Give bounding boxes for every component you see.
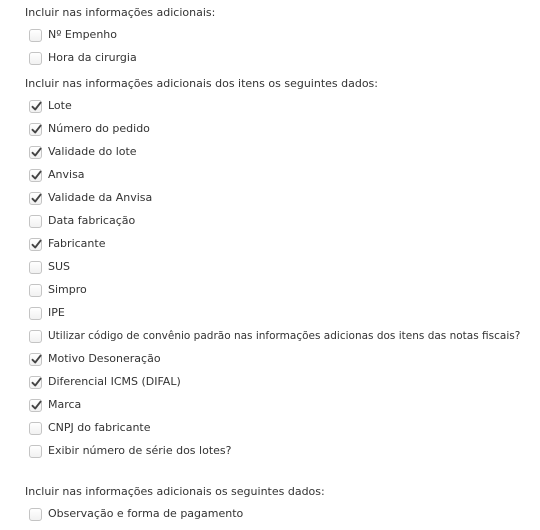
- checkbox-marca[interactable]: [29, 399, 42, 412]
- label-simpro: Simpro: [48, 283, 87, 296]
- label-cnpj-fabricante: CNPJ do fabricante: [48, 421, 151, 434]
- checkbox-lote[interactable]: [29, 100, 42, 113]
- option-lote[interactable]: [29, 98, 72, 114]
- label-ipe: IPE: [48, 306, 65, 319]
- section-title-dados: Incluir nas informações adicionais os seguintes dados:: [25, 485, 325, 498]
- checkbox-codigo-convenio[interactable]: [29, 330, 42, 343]
- label-motivo-desoneracao: Motivo Desoneração: [48, 352, 161, 365]
- option-motivo-desoneracao[interactable]: [29, 351, 161, 367]
- option-empenho[interactable]: [29, 27, 117, 43]
- option-fabricante[interactable]: [29, 236, 105, 252]
- checkmark-icon: [31, 193, 42, 204]
- section-title-itens: Incluir nas informações adicionais dos itens os seguintes dados:: [25, 77, 378, 90]
- checkmark-icon: [31, 239, 42, 250]
- label-fabricante: Fabricante: [48, 237, 106, 250]
- checkbox-motivo-desoneracao[interactable]: [29, 353, 42, 366]
- checkbox-difal[interactable]: [29, 376, 42, 389]
- checkbox-empenho[interactable]: [29, 29, 42, 42]
- checkmark-icon: [31, 354, 42, 365]
- checkbox-validade-lote[interactable]: [29, 146, 42, 159]
- checkbox-fabricante[interactable]: [29, 238, 42, 251]
- label-lote: Lote: [48, 99, 72, 112]
- section-title-info-adicionais: Incluir nas informações adicionais:: [25, 6, 216, 19]
- label-numero-serie-lotes: Exibir número de série dos lotes?: [48, 444, 232, 457]
- label-marca: Marca: [48, 398, 82, 411]
- label-difal: Diferencial ICMS (DIFAL): [48, 375, 181, 388]
- option-numero-pedido[interactable]: [29, 121, 150, 137]
- checkbox-hora-cirurgia[interactable]: [29, 52, 42, 65]
- label-data-fabricacao: Data fabricação: [48, 214, 136, 227]
- option-codigo-convenio[interactable]: [29, 328, 520, 344]
- checkbox-ipe[interactable]: [29, 307, 42, 320]
- checkbox-anvisa[interactable]: [29, 169, 42, 182]
- label-validade-anvisa: Validade da Anvisa: [48, 191, 153, 204]
- option-hora-cirurgia[interactable]: [29, 50, 137, 66]
- checkmark-icon: [31, 101, 42, 112]
- option-obs-forma-pagamento[interactable]: [29, 506, 243, 522]
- label-anvisa: Anvisa: [48, 168, 85, 181]
- checkbox-simpro[interactable]: [29, 284, 42, 297]
- checkmark-icon: [31, 400, 42, 411]
- label-codigo-convenio: Utilizar código de convênio padrão nas informações adicionas dos itens das notas fiscais?: [48, 330, 521, 342]
- checkbox-numero-pedido[interactable]: [29, 123, 42, 136]
- label-numero-pedido: Número do pedido: [48, 122, 150, 135]
- option-simpro[interactable]: [29, 282, 87, 298]
- label-sus: SUS: [48, 260, 71, 273]
- label-empenho: Nº Empenho: [48, 28, 117, 41]
- checkmark-icon: [31, 147, 42, 158]
- checkbox-validade-anvisa[interactable]: [29, 192, 42, 205]
- checkbox-numero-serie-lotes[interactable]: [29, 445, 42, 458]
- option-anvisa[interactable]: [29, 167, 85, 183]
- checkbox-data-fabricacao[interactable]: [29, 215, 42, 228]
- option-validade-anvisa[interactable]: [29, 190, 152, 206]
- label-obs-forma-pagamento: Observação e forma de pagamento: [48, 507, 244, 520]
- checkmark-icon: [31, 170, 42, 181]
- label-hora-cirurgia: Hora da cirurgia: [48, 51, 137, 64]
- checkbox-sus[interactable]: [29, 261, 42, 274]
- option-ipe[interactable]: [29, 305, 65, 321]
- checkmark-icon: [31, 124, 42, 135]
- option-sus[interactable]: [29, 259, 70, 275]
- option-validade-lote[interactable]: [29, 144, 137, 160]
- option-marca[interactable]: [29, 397, 81, 413]
- option-difal[interactable]: [29, 374, 181, 390]
- label-validade-lote: Validade do lote: [48, 145, 137, 158]
- checkbox-cnpj-fabricante[interactable]: [29, 422, 42, 435]
- option-cnpj-fabricante[interactable]: [29, 420, 151, 436]
- option-data-fabricacao[interactable]: [29, 213, 135, 229]
- option-numero-serie-lotes[interactable]: [29, 443, 231, 459]
- checkmark-icon: [31, 377, 42, 388]
- checkbox-obs-forma-pagamento[interactable]: [29, 508, 42, 521]
